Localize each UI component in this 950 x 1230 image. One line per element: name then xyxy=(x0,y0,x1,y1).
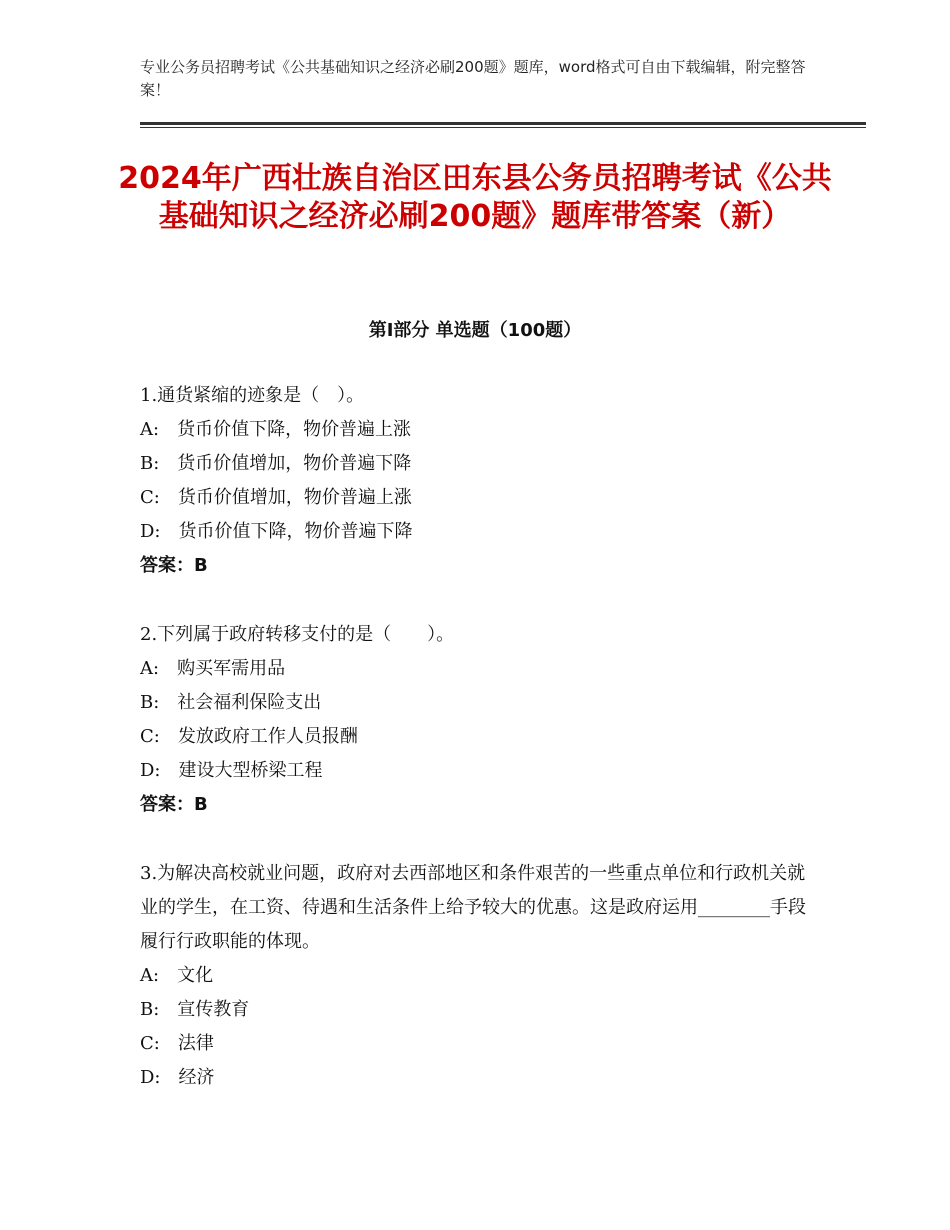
option-a: A: 购买军需用品 xyxy=(140,658,286,679)
option-a: A: 文化 xyxy=(140,965,214,986)
option-a: A: 货币价值下降，物价普遍上涨 xyxy=(140,419,412,440)
document-title: 2024年广西壮族自治区田东县公务员招聘考试《公共基础知识之经济必刷200题》题库带答案（新） xyxy=(118,161,832,234)
question-2 xyxy=(140,618,820,822)
question-text: 2.下列属于政府转移支付的是（ ）。 xyxy=(140,624,455,645)
question-3 xyxy=(140,857,820,1095)
section-title: 第Ⅰ部分 单选题（100题） xyxy=(368,320,582,341)
answer: 答案：B xyxy=(140,555,208,576)
option-d: D: 货币价值下降，物价普遍下降 xyxy=(140,521,413,542)
option-b: B: 货币价值增加，物价普遍下降 xyxy=(140,453,412,474)
option-d: D: 经济 xyxy=(140,1067,215,1088)
option-c: C: 法律 xyxy=(140,1033,214,1054)
question-1 xyxy=(140,379,820,583)
option-d: D: 建设大型桥梁工程 xyxy=(140,760,323,781)
answer: 答案：B xyxy=(140,794,208,815)
header-note: 专业公务员招聘考试《公共基础知识之经济必刷200题》题库，word格式可自由下载编辑，附完整答案！ xyxy=(140,58,806,99)
header-rule-thin xyxy=(140,127,866,128)
option-b: B: 宣传教育 xyxy=(140,999,250,1020)
option-b: B: 社会福利保险支出 xyxy=(140,692,322,713)
option-c: C: 货币价值增加，物价普遍上涨 xyxy=(140,487,412,508)
question-text: 1.通货紧缩的迹象是（ ）。 xyxy=(140,385,365,406)
option-c: C: 发放政府工作人员报酬 xyxy=(140,726,358,747)
question-text: 3.为解决高校就业问题，政府对去西部地区和条件艰苦的一些重点单位和行政机关就业的学生，在工资、待遇和生活条件上给予较大的优惠。这是政府运用________手段履行行政职能的体现。 xyxy=(140,863,806,952)
header-rule-thick xyxy=(140,122,866,125)
